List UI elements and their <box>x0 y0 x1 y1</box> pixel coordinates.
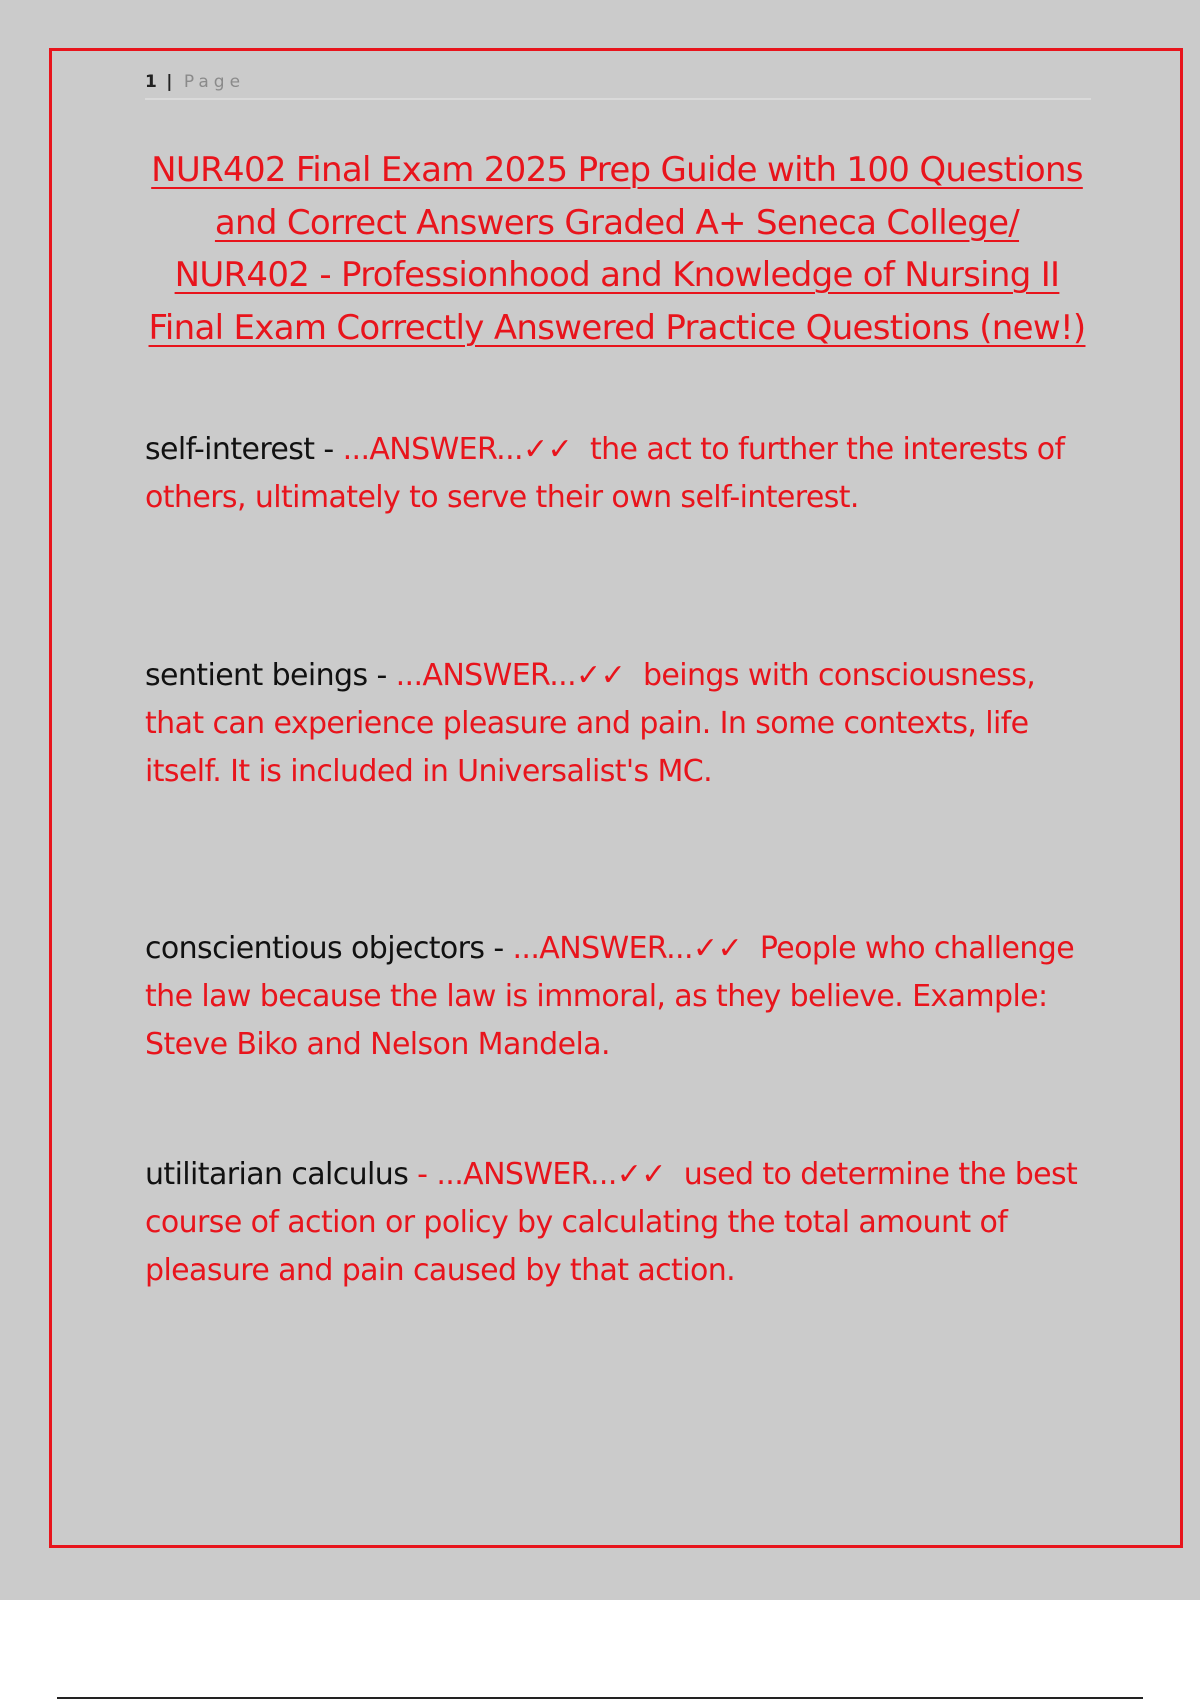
answer-marker: ...ANSWER...✓✓ <box>342 432 573 467</box>
qa-entry-conscientious-objectors <box>145 925 1095 1069</box>
qa-answer: beings with consciousness, that can experience pleasure and pain. In some contexts, life itself. It is included in Universalist's MC. <box>145 658 1036 789</box>
answer-marker: ...ANSWER...✓✓ <box>512 931 742 966</box>
qa-term: conscientious objectors <box>145 931 485 966</box>
answer-marker: ...ANSWER...✓✓ <box>395 658 626 693</box>
answer-marker: ...ANSWER...✓✓ <box>436 1157 666 1192</box>
qa-entry-sentient-beings <box>145 652 1095 796</box>
qa-term: utilitarian calculus <box>145 1157 409 1192</box>
qa-term: self-interest <box>145 432 315 467</box>
qa-term: sentient beings <box>145 658 368 693</box>
qa-answer: used to determine the best course of action or policy by calculating the total amount of pleasure and pain caused by that action. <box>145 1157 1078 1288</box>
footer-rule <box>57 1697 1143 1699</box>
qa-answer: People who challenge the law because the law is immoral, as they believe. Example: Steve Biko and Nelson Mandela. <box>145 931 1075 1062</box>
page-separator: | <box>166 72 173 92</box>
qa-entry-utilitarian-calculus <box>145 1151 1095 1295</box>
qa-dash: - <box>323 432 334 467</box>
qa-dash: - <box>417 1157 428 1192</box>
qa-dash: - <box>376 658 387 693</box>
page-word: Page <box>183 72 246 92</box>
qa-entry-self-interest <box>145 426 1095 522</box>
qa-answer: the act to further the interests of others, ultimately to serve their own self-interest. <box>145 432 1065 515</box>
page-header <box>145 72 1091 100</box>
page-number: 1 <box>145 72 157 92</box>
document-title: NUR402 Final Exam 2025 Prep Guide with 100 Questions and Correct Answers Graded A+ Seneca College/ NUR402 - Professionhood and Knowledge of Nursing II Final Exam Correctly Answered Practice Questions (new!) <box>148 150 1086 348</box>
qa-dash: - <box>493 931 504 966</box>
